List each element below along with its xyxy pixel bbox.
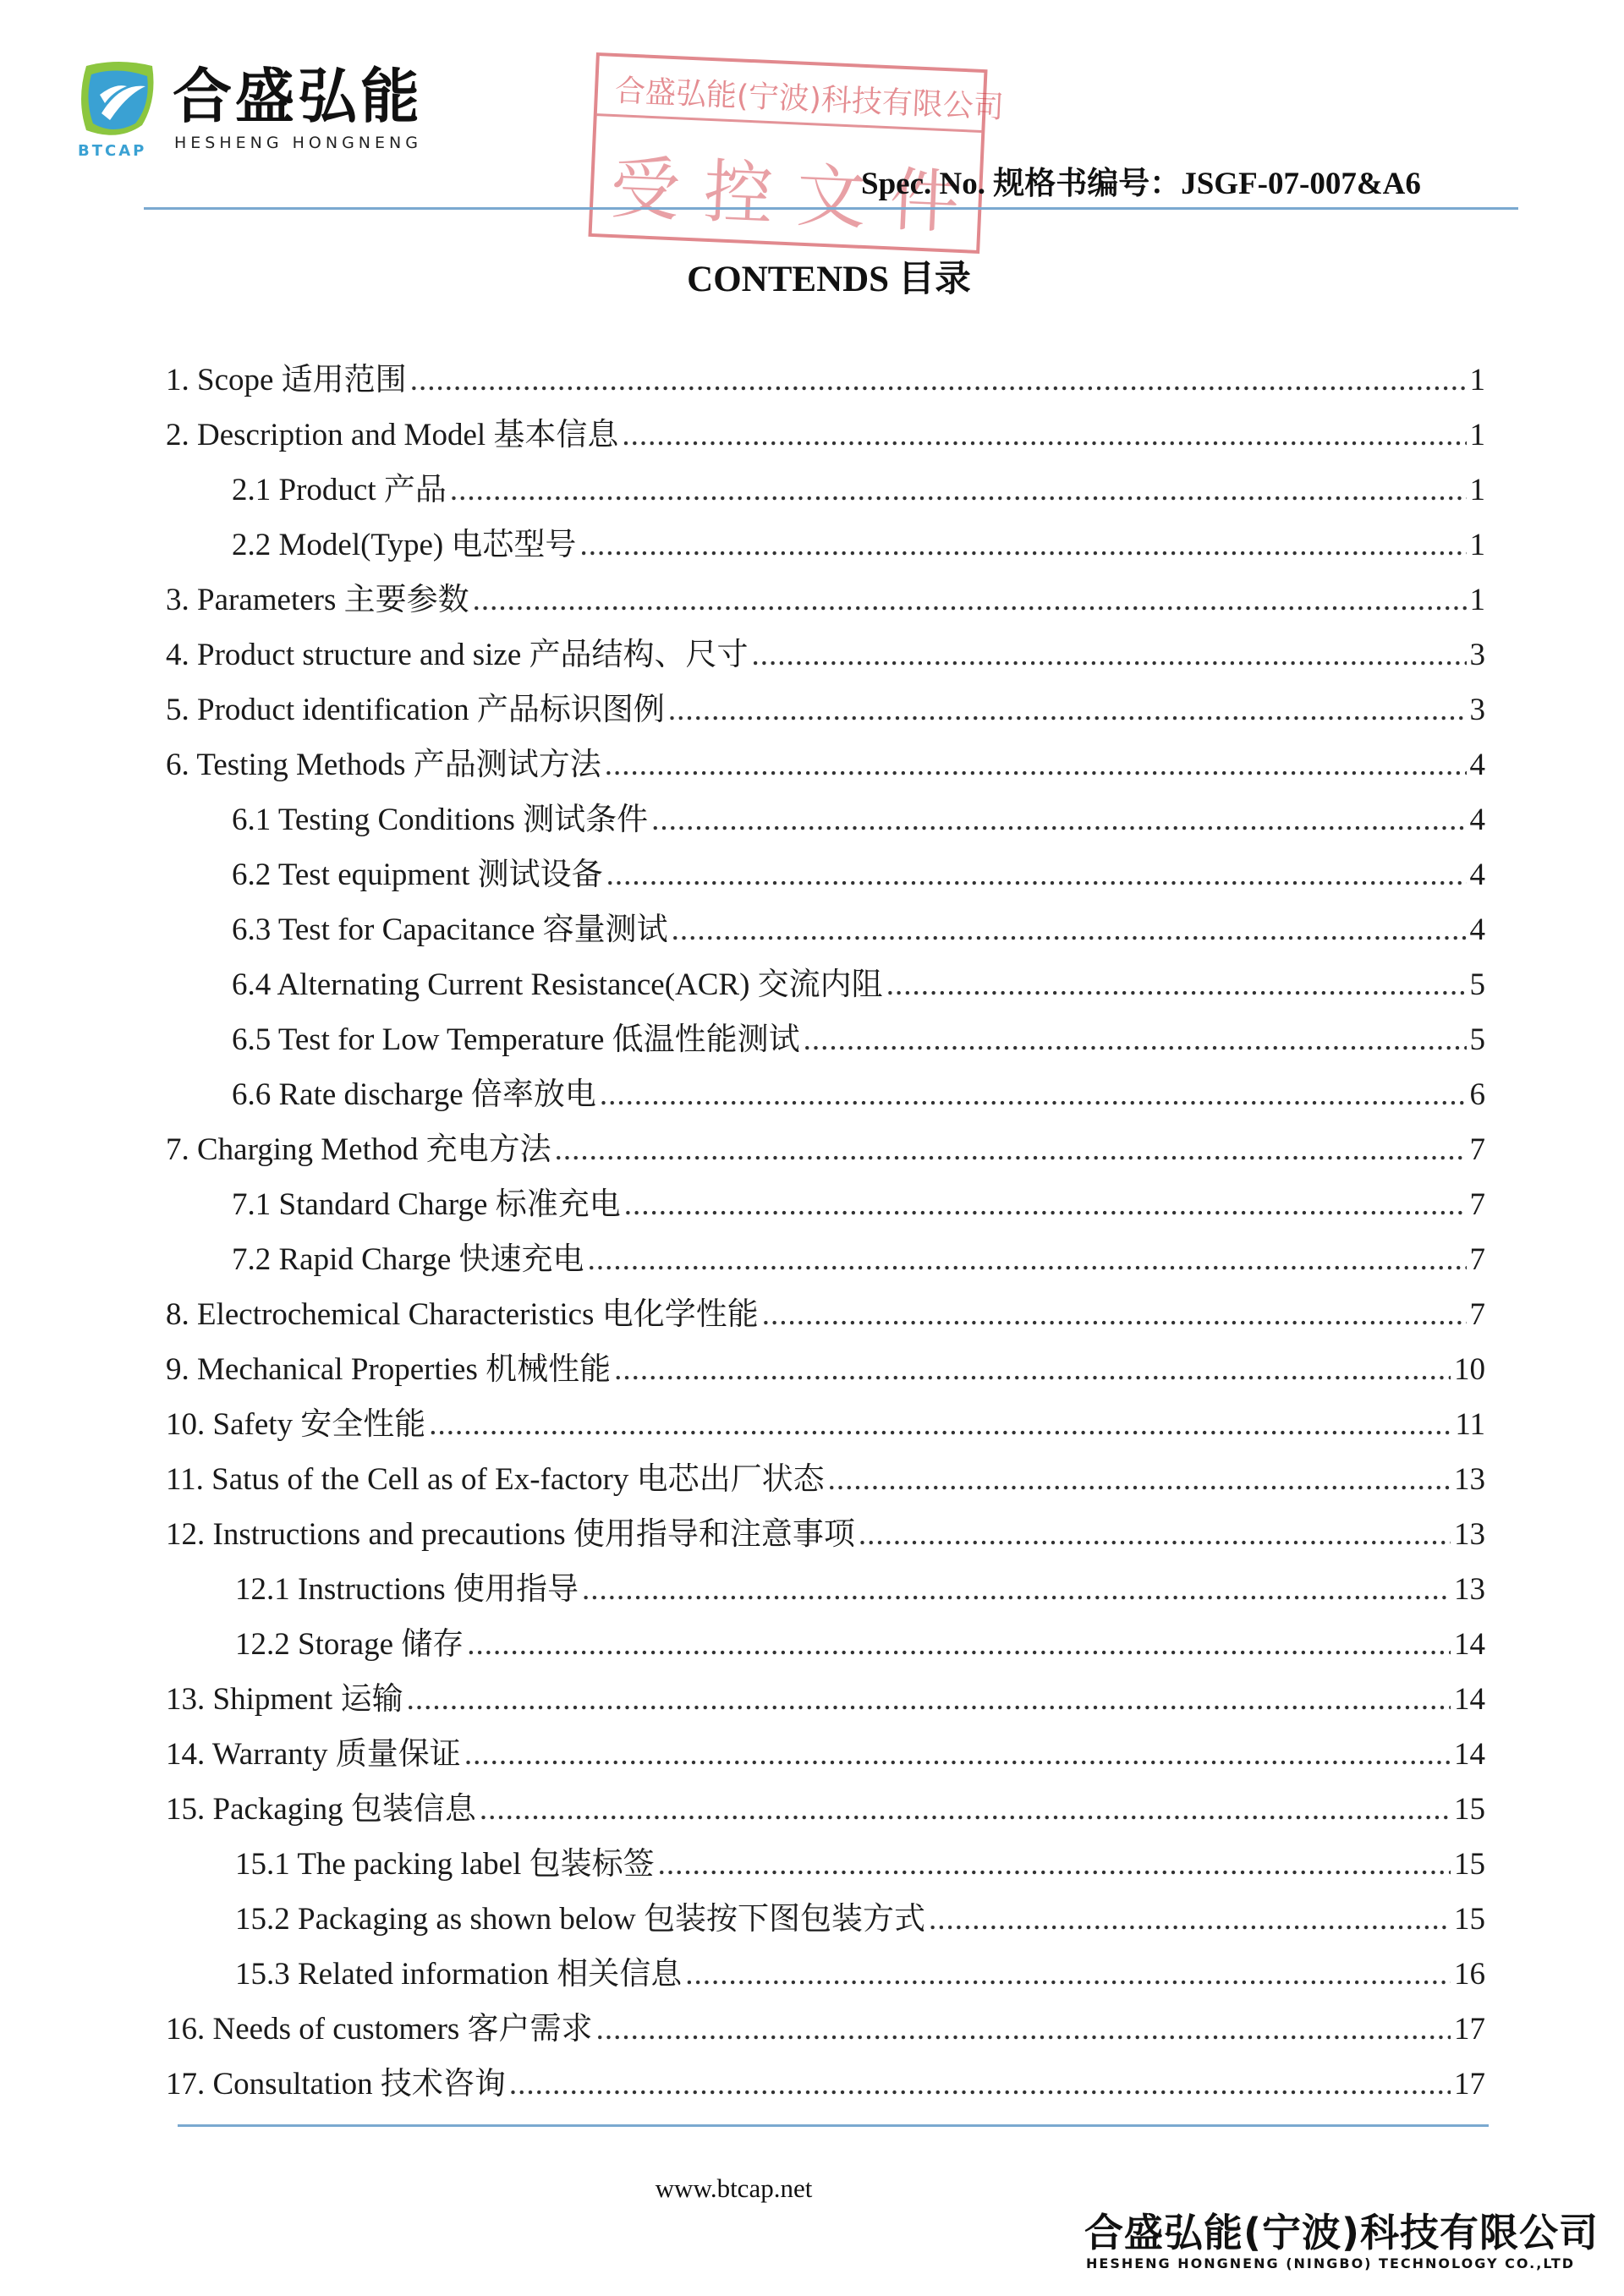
toc-leader-dots [685, 1949, 1451, 2000]
toc-entry-page: 6 [1469, 1077, 1485, 1112]
toc-leader-dots [480, 1784, 1451, 1835]
toc-leader-dots [929, 1894, 1451, 1945]
toc-entry[interactable] [232, 905, 1485, 956]
toc-entry-page: 15 [1454, 1792, 1485, 1827]
toc-entry-page: 17 [1454, 2067, 1485, 2101]
spec-number: Spec. No. 规格书编号：JSGF-07-007&A6 [861, 167, 1421, 201]
toc-entry[interactable] [232, 960, 1485, 1011]
toc-leader-dots [622, 410, 1466, 461]
toc-entry-page: 1 [1469, 473, 1485, 507]
toc-entry-label: 15.2 Packaging as shown below 包装按下图包装方式 [235, 1902, 925, 1937]
toc-leader-dots [804, 1015, 1467, 1066]
toc-entry[interactable] [232, 465, 1485, 516]
toc-entry[interactable] [166, 2059, 1485, 2110]
toc-entry-label: 17. Consultation 技术咨询 [166, 2067, 506, 2101]
toc-entry-page: 3 [1469, 638, 1485, 672]
toc-entry[interactable] [232, 1070, 1485, 1121]
company-logo [76, 58, 431, 159]
toc-entry-label: 12.1 Instructions 使用指导 [235, 1572, 579, 1607]
toc-entry-label: 10. Safety 安全性能 [166, 1407, 426, 1442]
toc-entry-page: 7 [1469, 1297, 1485, 1332]
stamp-company-text: 合盛弘能(宁波)科技有限公司 [614, 74, 1005, 126]
toc-entry-page: 11 [1455, 1407, 1485, 1442]
toc-entry[interactable] [232, 520, 1485, 571]
toc-entry-page: 13 [1454, 1572, 1485, 1607]
toc-entry-page: 13 [1454, 1462, 1485, 1497]
toc-leader-dots [605, 740, 1467, 791]
toc-entry-label: 14. Warranty 质量保证 [166, 1737, 461, 1772]
toc-entry-page: 10 [1454, 1352, 1485, 1387]
toc-entry-label: 16. Needs of customers 客户需求 [166, 2012, 593, 2047]
toc-entry-page: 7 [1469, 1242, 1485, 1277]
toc-entry[interactable] [232, 1235, 1485, 1285]
toc-entry[interactable] [166, 1125, 1485, 1175]
toc-entry-label: 15.1 The packing label 包装标签 [235, 1847, 655, 1882]
toc-leader-dots [614, 1345, 1451, 1395]
toc-entry-label: 6.5 Test for Low Temperature 低温性能测试 [232, 1022, 800, 1057]
toc-entry-page: 15 [1454, 1847, 1485, 1882]
toc-entry-page: 7 [1469, 1187, 1485, 1222]
toc-leader-dots [450, 465, 1467, 516]
toc-leader-dots [658, 1839, 1451, 1890]
toc-leader-dots [651, 795, 1466, 846]
toc-leader-dots [582, 1564, 1451, 1615]
toc-leader-dots [588, 1235, 1467, 1285]
toc-entry-page: 5 [1469, 1022, 1485, 1057]
stamp-controlled-text: 受控文件 [608, 147, 985, 245]
toc-leader-dots [606, 850, 1467, 901]
toc-entry-label: 4. Product structure and size 产品结构、尺寸 [166, 638, 749, 672]
toc-entry-page: 1 [1469, 363, 1485, 397]
toc-entry[interactable] [166, 1290, 1485, 1340]
toc-entry[interactable] [166, 1455, 1485, 1505]
toc-leader-dots [828, 1455, 1451, 1505]
toc-leader-dots [555, 1125, 1467, 1175]
toc-entry-page: 1 [1469, 528, 1485, 562]
toc-entry[interactable] [166, 685, 1485, 736]
toc-entry-page: 13 [1454, 1517, 1485, 1552]
toc-leader-dots [410, 355, 1467, 406]
toc-entry-label: 6.3 Test for Capacitance 容量测试 [232, 912, 668, 947]
leaf-logo-icon [76, 58, 161, 142]
toc-entry[interactable] [235, 1949, 1485, 2000]
toc-entry-page: 17 [1454, 2012, 1485, 2047]
toc-entry-label: 6. Testing Methods 产品测试方法 [166, 748, 601, 782]
toc-entry-label: 13. Shipment 运输 [166, 1682, 403, 1717]
toc-entry-page: 14 [1454, 1737, 1485, 1772]
toc-entry-label: 7.2 Rapid Charge 快速充电 [232, 1242, 584, 1277]
footer-company-english: HESHENG HONGNENG (NINGBO) TECHNOLOGY CO.,LTD [1086, 2255, 1576, 2271]
toc-entry[interactable] [232, 850, 1485, 901]
toc-leader-dots [886, 960, 1467, 1011]
toc-entry-label: 3. Parameters 主要参数 [166, 583, 469, 617]
toc-entry[interactable] [232, 1015, 1485, 1066]
toc-entry-label: 12.2 Storage 储存 [235, 1627, 464, 1662]
toc-entry-page: 5 [1469, 967, 1485, 1002]
toc-entry-label: 2. Description and Model 基本信息 [166, 418, 619, 452]
website-url[interactable]: www.btcap.net [655, 2173, 813, 2203]
toc-entry[interactable] [166, 1784, 1485, 1835]
logo-brand: BTCAP [78, 142, 147, 160]
toc-entry-page: 4 [1469, 748, 1485, 782]
toc-entry-label: 5. Product identification 产品标识图例 [166, 693, 665, 727]
toc-entry-label: 6.1 Testing Conditions 测试条件 [232, 803, 649, 837]
toc-leader-dots [762, 1290, 1467, 1340]
toc-leader-dots [624, 1180, 1467, 1230]
toc-entry-label: 2.2 Model(Type) 电芯型号 [232, 528, 577, 562]
toc-leader-dots [473, 575, 1467, 626]
footer-company-chinese: 合盛弘能(宁波)科技有限公司 [1084, 2210, 1599, 2255]
toc-entry-label: 11. Satus of the Cell as of Ex-factory 电芯出厂状态 [166, 1462, 825, 1497]
toc-entry[interactable] [166, 1674, 1485, 1725]
toc-leader-dots [509, 2059, 1451, 2110]
toc-entry-label: 7.1 Standard Charge 标准充电 [232, 1187, 621, 1222]
toc-entry[interactable] [166, 410, 1485, 461]
toc-leader-dots [672, 905, 1467, 956]
toc-entry[interactable] [166, 630, 1485, 681]
toc-entry-label: 6.4 Alternating Current Resistance(ACR) 交流内阻 [232, 967, 883, 1002]
toc-entry-page: 14 [1454, 1682, 1485, 1717]
toc-entry-page: 4 [1469, 858, 1485, 892]
toc-entry-page: 15 [1454, 1902, 1485, 1937]
toc-entry-label: 6.6 Rate discharge 倍率放电 [232, 1077, 596, 1112]
toc-entry-page: 1 [1469, 583, 1485, 617]
toc-leader-dots [859, 1510, 1451, 1560]
toc-leader-dots [407, 1674, 1451, 1725]
toc-leader-dots [600, 1070, 1467, 1121]
toc-entry[interactable] [232, 1180, 1485, 1230]
toc-entry[interactable] [235, 1619, 1485, 1670]
toc-entry-page: 1 [1469, 418, 1485, 452]
toc-entry-label: 1. Scope 适用范围 [166, 363, 407, 397]
toc-entry-label: 9. Mechanical Properties 机械性能 [166, 1352, 612, 1387]
toc-entry[interactable] [235, 1564, 1485, 1615]
toc-leader-dots [429, 1400, 1451, 1450]
toc-entry-label: 7. Charging Method 充电方法 [166, 1132, 551, 1167]
footer-divider [178, 2124, 1489, 2127]
toc-leader-dots [467, 1619, 1451, 1670]
logo-chinese-name: 合盛弘能 [173, 62, 423, 131]
toc-entry[interactable] [166, 1400, 1485, 1450]
toc-entry[interactable] [166, 1510, 1485, 1560]
toc-entry-page: 16 [1454, 1957, 1485, 1992]
logo-english-name: HESHENG HONGNENG [174, 134, 422, 152]
toc-entry[interactable] [166, 355, 1485, 406]
toc-entry[interactable] [235, 1894, 1485, 1945]
toc-entry-page: 4 [1469, 912, 1485, 947]
toc-entry[interactable] [166, 575, 1485, 626]
toc-entry-label: 6.2 Test equipment 测试设备 [232, 858, 603, 892]
toc-entry-label: 2.1 Product 产品 [232, 473, 447, 507]
toc-entry-page: 7 [1469, 1132, 1485, 1167]
toc-leader-dots [464, 1729, 1451, 1780]
controlled-document-stamp [588, 52, 1005, 254]
toc-entry[interactable] [166, 740, 1485, 791]
toc-entry-label: 15. Packaging 包装信息 [166, 1792, 476, 1827]
toc-entry[interactable] [232, 795, 1485, 846]
toc-entry-page: 4 [1469, 803, 1485, 837]
toc-entry-page: 3 [1469, 693, 1485, 727]
toc-entry[interactable] [235, 1839, 1485, 1890]
page-title: CONTENDS 目录 [687, 260, 971, 299]
toc-entry-label: 12. Instructions and precautions 使用指导和注意事项 [166, 1517, 855, 1552]
toc-leader-dots [579, 520, 1466, 571]
toc-entry[interactable] [166, 2004, 1485, 2055]
toc-leader-dots [596, 2004, 1451, 2055]
toc-entry-label: 15.3 Related information 相关信息 [235, 1957, 683, 1992]
toc-entry-page: 14 [1454, 1627, 1485, 1662]
toc-entry[interactable] [166, 1345, 1485, 1395]
header-divider [144, 207, 1518, 210]
toc-leader-dots [668, 685, 1467, 736]
toc-entry[interactable] [166, 1729, 1485, 1780]
toc-leader-dots [752, 630, 1467, 681]
toc-entry-label: 8. Electrochemical Characteristics 电化学性能 [166, 1297, 759, 1332]
